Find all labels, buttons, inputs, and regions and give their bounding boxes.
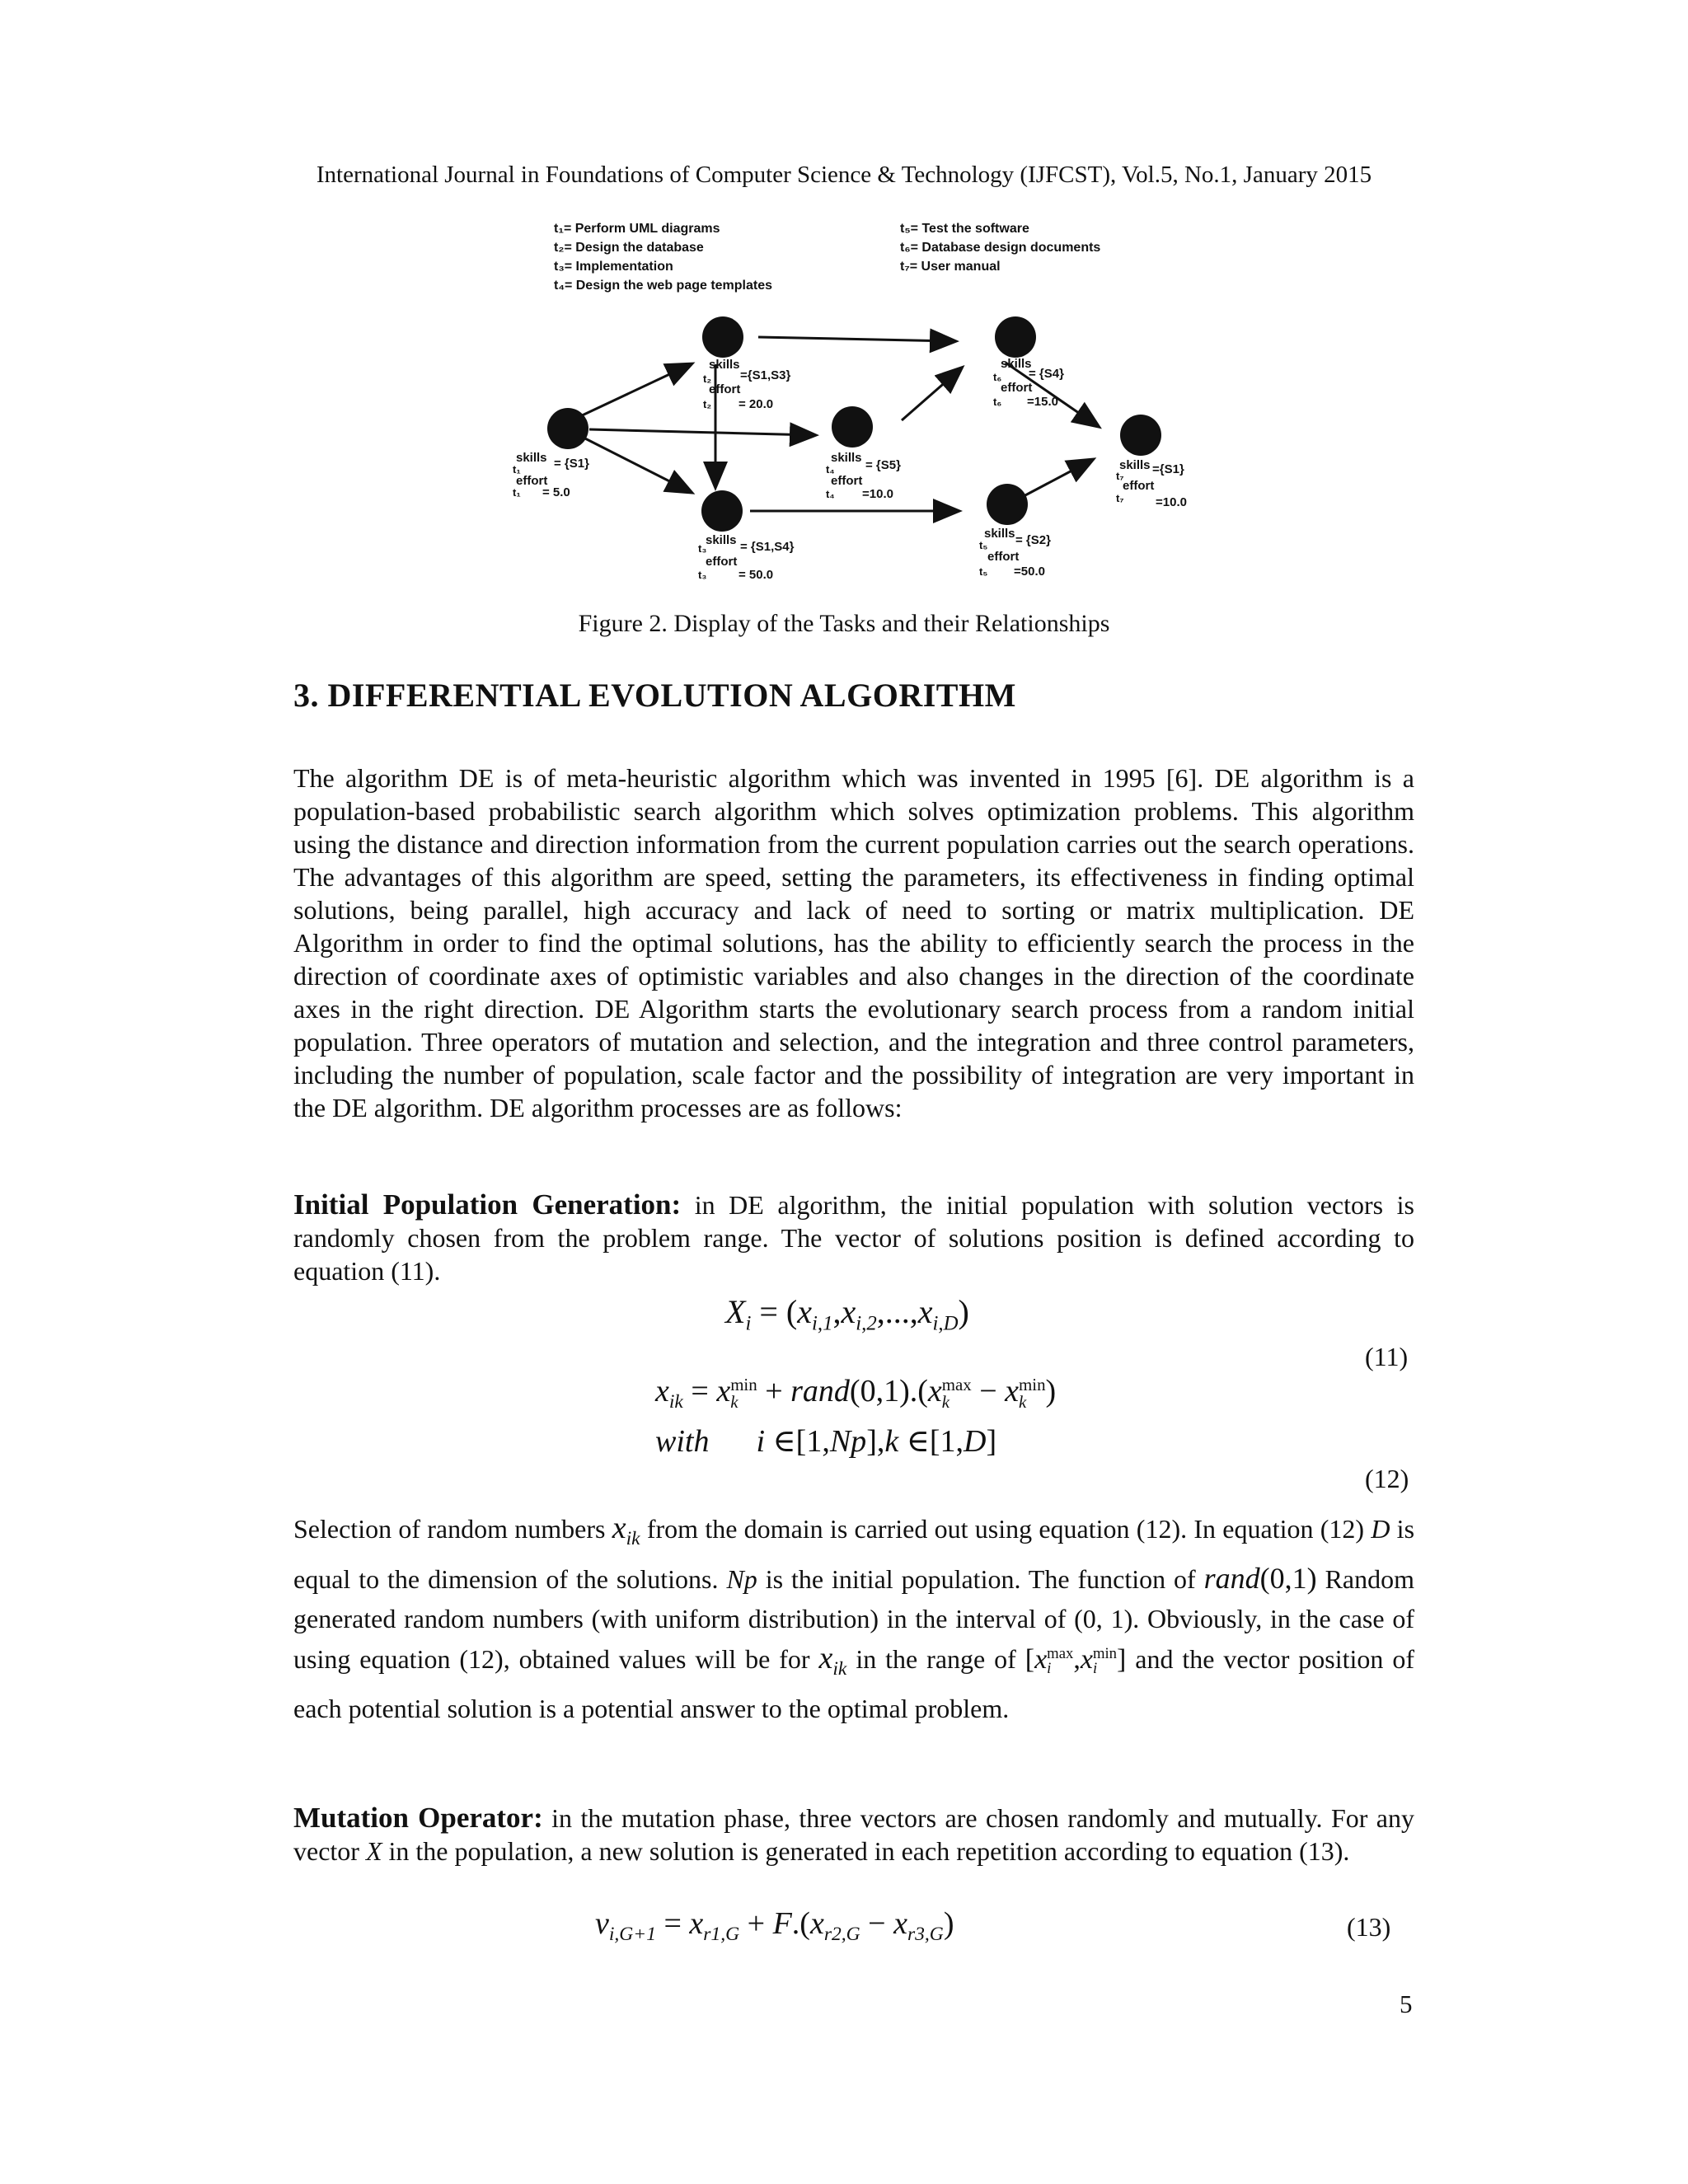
- section-title: 3. DIFFERENTIAL EVOLUTION ALGORITHM: [293, 677, 1016, 714]
- edge-t1-t4: [589, 429, 814, 435]
- selection-text-5: Random generated random numbers (with uniform distribution) in the interval of (0, 1). Obviously, in the case of using equation (12), obtained values will be for: [293, 1564, 1415, 1675]
- node-t4: [832, 406, 873, 448]
- inline-x-ik: $x_{ik}$: [612, 1511, 640, 1550]
- svg-text:t₄: t₄: [826, 463, 835, 476]
- edge-t4-t6: [902, 368, 961, 420]
- mutation-text-2: in the population, a new solution is generated in each repetition according to equation (13).: [382, 1836, 1350, 1866]
- svg-text:t₆: t₆: [993, 396, 1002, 408]
- svg-text:skills: skills: [1119, 458, 1151, 472]
- svg-text:t₂: t₂: [703, 373, 712, 385]
- edge-t5-t7: [1024, 460, 1092, 496]
- equation-12-number: (12): [1365, 1464, 1409, 1493]
- var-Np: Np: [726, 1564, 757, 1595]
- selection-paragraph: [293, 1508, 1414, 1728]
- svg-text:= {S2}: = {S2}: [1015, 533, 1051, 547]
- svg-text:t₁: t₁: [513, 486, 521, 499]
- legend-t4: t₄= Design the web page templates: [554, 279, 773, 293]
- equation-12-line2: with i ∈[1,Np],k ∈[1,D]: [655, 1424, 997, 1459]
- svg-text:effort: effort: [706, 555, 738, 569]
- legend-t3: t₃= Implementation: [554, 260, 673, 274]
- selection-text-2: from the domain is carried out using equation (12). In equation (12): [640, 1514, 1372, 1544]
- init-population-paragraph: [293, 1188, 1414, 1287]
- mutation-paragraph: [293, 1802, 1414, 1868]
- svg-text:t₁: t₁: [513, 463, 521, 476]
- label-t5: [979, 527, 1051, 579]
- inline-x-ik-2: $x_{ik}$: [818, 1641, 847, 1680]
- var-X: X: [365, 1836, 382, 1866]
- svg-text:skills: skills: [1001, 357, 1032, 371]
- svg-text:skills: skills: [984, 527, 1015, 541]
- figure-2: [503, 216, 1228, 591]
- legend-t1: t₁= Perform UML diagrams: [554, 222, 720, 236]
- edge-t1-t2: [579, 364, 691, 417]
- selection-text-4: is the initial population. The function of: [757, 1564, 1204, 1595]
- mutation-text-1: in the mutation phase, three vectors are chosen randomly and mutually. For any vector: [293, 1803, 1415, 1866]
- task-graph: [503, 216, 1228, 587]
- equation-13-number: (13): [1347, 1912, 1391, 1942]
- svg-text:t₅: t₅: [979, 539, 988, 551]
- selection-text-6: in the range of: [846, 1644, 1025, 1675]
- svg-text:effort: effort: [1123, 479, 1155, 493]
- svg-text:= 50.0: = 50.0: [738, 568, 774, 582]
- selection-text-7: and the vector position of each potential solution is a potential answer to the optimal problem.: [293, 1644, 1415, 1724]
- running-header: International Journal in Foundations of Computer Science & Technology (IJFCST), Vol.5, No.1, January 2015: [316, 162, 1372, 188]
- svg-text:effort: effort: [987, 550, 1020, 564]
- inline-range: [x max i ,x min i ]: [1025, 1644, 1127, 1678]
- svg-text:effort: effort: [709, 382, 741, 396]
- legend-t5: t₅= Test the software: [900, 222, 1029, 236]
- figure-caption: Figure 2. Display of the Tasks and their Relationships: [578, 610, 1110, 637]
- svg-text:= {S4}: = {S4}: [1029, 367, 1064, 381]
- var-D: D: [1371, 1514, 1390, 1544]
- svg-text:t₇: t₇: [1116, 492, 1124, 504]
- svg-text:={S1}: ={S1}: [1152, 462, 1184, 476]
- svg-text:= {S1,S4}: = {S1,S4}: [740, 540, 795, 554]
- svg-text:skills: skills: [706, 533, 737, 547]
- svg-text:t₇: t₇: [1116, 470, 1124, 482]
- svg-text:t₃: t₃: [698, 542, 707, 555]
- svg-text:=50.0: =50.0: [1014, 565, 1045, 579]
- label-t3: [698, 533, 795, 582]
- svg-text:t₃: t₃: [698, 569, 707, 581]
- equation-11-line1: $X_i = (x_{i,1},x_{i,2},...,x_{i,D})$: [725, 1293, 969, 1335]
- init-population-text: in DE algorithm, the initial population with solution vectors is randomly chosen from the problem range. The vector of solutions position is defined according to equation (11).: [293, 1190, 1415, 1286]
- label-t1: [513, 451, 589, 499]
- edge-t1-t3: [579, 435, 691, 492]
- svg-text:= 5.0: = 5.0: [542, 485, 570, 499]
- svg-text:effort: effort: [516, 474, 548, 488]
- legend-t2: t₂= Design the database: [554, 241, 704, 255]
- svg-text:effort: effort: [831, 474, 863, 488]
- node-t5: [987, 484, 1028, 525]
- svg-text:t₅: t₅: [979, 565, 988, 578]
- svg-text:t₄: t₄: [826, 488, 835, 500]
- label-t6: [993, 357, 1064, 409]
- svg-text:= {S5}: = {S5}: [865, 458, 901, 472]
- svg-text:t₂: t₂: [703, 398, 712, 410]
- label-t7: [1116, 458, 1187, 509]
- svg-text:skills: skills: [709, 358, 740, 372]
- edge-t2-t6: [758, 337, 954, 341]
- node-t6: [995, 316, 1036, 358]
- init-population-lead: Initial Population Generation:: [293, 1188, 682, 1221]
- svg-text:t₆: t₆: [993, 371, 1002, 383]
- intro-paragraph: The algorithm DE is of meta-heuristic algorithm which was invented in 1995 [6]. DE algorithm is a population-based probabilistic search algorithm which solves optimization problems. This algorithm using the distance and direction information from the current population carries out the search operations. The advantages of this algorithm are speed, setting the parameters, its effectiveness in finding optimal solutions, being parallel, high accuracy and lack of need to sorting or matrix multiplication. DE Algorithm in order to find the optimal solutions, has the ability to efficiently search the process in the direction of coordinate axes of optimistic variables and also changes in the direction of the coordinate axes in the right direction. DE Algorithm starts the evolutionary search process from a random initial population. Three operators of mutation and selection, and the integration and three control parameters, including the number of population, scale factor and the possibility of integration are very important in the DE algorithm. DE algorithm processes are as follows:: [293, 763, 1414, 1122]
- svg-text:skills: skills: [831, 451, 862, 465]
- equation-13: $v_{i,G+1} = x_{r1,G} + F.(x_{r2,G} - x_{r3,G})$: [595, 1906, 954, 1946]
- equation-11-number: (11): [1365, 1342, 1409, 1371]
- page-number: 5: [1400, 1990, 1413, 2018]
- inline-rand: rand(0,1): [1203, 1562, 1317, 1596]
- equation-12-line1: $x_{ik} = x$ min k + rand(0,1).(x max k − x min k ): [655, 1374, 1057, 1413]
- label-t4: [826, 451, 901, 501]
- svg-text:=10.0: =10.0: [1156, 495, 1187, 509]
- legend-t6: t₆= Database design documents: [900, 241, 1101, 255]
- node-t1: [547, 408, 588, 449]
- svg-text:effort: effort: [1001, 381, 1033, 395]
- selection-text-1: Selection of random numbers: [293, 1514, 612, 1544]
- svg-text:= 20.0: = 20.0: [738, 397, 774, 411]
- svg-text:={S1,S3}: ={S1,S3}: [740, 368, 791, 382]
- node-t7: [1120, 415, 1161, 456]
- svg-text:=10.0: =10.0: [862, 487, 893, 501]
- node-t2: [702, 316, 743, 358]
- svg-text:=15.0: =15.0: [1027, 395, 1058, 409]
- selection-text-3: is equal to the dimension of the solutions.: [293, 1514, 1415, 1595]
- node-t3: [701, 490, 743, 532]
- mutation-lead: Mutation Operator:: [293, 1802, 543, 1834]
- svg-text:skills: skills: [516, 451, 547, 465]
- legend-t7: t₇= User manual: [900, 260, 1001, 274]
- svg-text:= {S1}: = {S1}: [554, 457, 589, 471]
